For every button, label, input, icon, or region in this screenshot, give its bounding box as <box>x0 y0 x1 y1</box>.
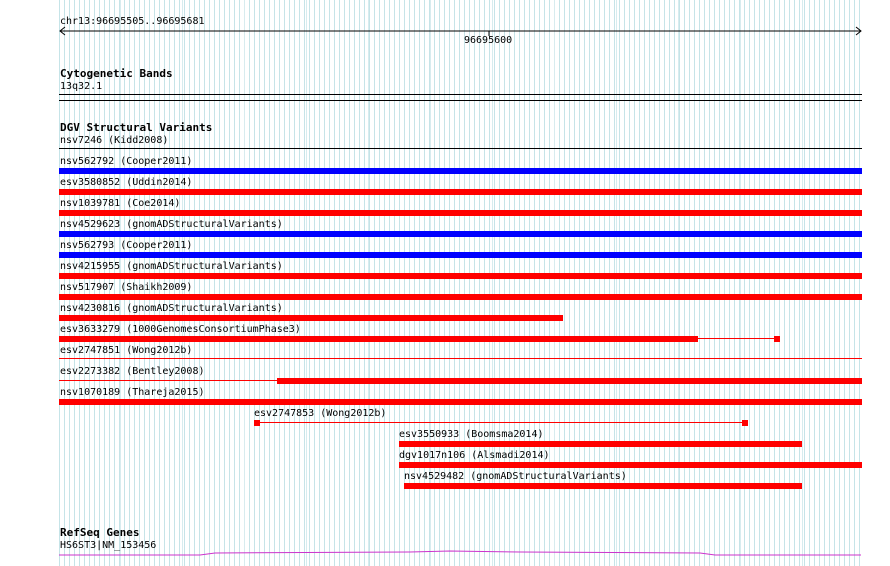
dgv-feature-gap-line[interactable] <box>698 338 775 339</box>
cytobands-track-title: Cytogenetic Bands <box>60 67 173 80</box>
refseq-gene-line[interactable] <box>0 548 890 560</box>
dgv-feature-bar[interactable] <box>399 462 862 468</box>
cytoband-line <box>59 94 862 95</box>
dgv-feature-label: esv3580852 (Uddin2014) <box>60 177 193 188</box>
track-separator <box>59 100 862 101</box>
dgv-feature-bar[interactable] <box>59 168 862 174</box>
refseq-gene-label: HS6ST3|NM_153456 <box>60 540 157 551</box>
dgv-feature-bar[interactable] <box>59 315 563 321</box>
dgv-feature-label: nsv4215955 (gnomADStructuralVariants) <box>60 261 283 272</box>
dgv-feature-label: nsv517907 (Shaikh2009) <box>60 282 193 293</box>
dgv-feature-block[interactable] <box>254 420 260 426</box>
dgv-feature-label: nsv562793 (Cooper2011) <box>60 240 193 251</box>
dgv-feature-label: esv3633279 (1000GenomesConsortiumPhase3) <box>60 324 301 335</box>
dgv-feature-label: nsv1070189 (Thareja2015) <box>60 387 205 398</box>
ruler-tick-label: 96695600 <box>464 35 513 46</box>
dgv-feature-bar[interactable] <box>59 273 862 279</box>
dgv-feature-bar[interactable] <box>399 441 802 447</box>
dgv-feature-bar[interactable] <box>59 294 862 300</box>
dgv-track-title: DGV Structural Variants <box>60 121 213 134</box>
dgv-feature-label: nsv7246 (Kidd2008) <box>60 135 169 146</box>
dgv-feature-label: nsv4529623 (gnomADStructuralVariants) <box>60 219 283 230</box>
dgv-feature-block[interactable] <box>742 420 748 426</box>
dgv-feature-label: nsv4230816 (gnomADStructuralVariants) <box>60 303 283 314</box>
dgv-feature-label: esv2747853 (Wong2012b) <box>254 408 387 419</box>
refseq-track-title: RefSeq Genes <box>60 526 140 539</box>
dgv-feature-bar[interactable] <box>59 231 862 237</box>
dgv-feature-label: nsv4529482 (gnomADStructuralVariants) <box>404 471 627 482</box>
dgv-feature-block[interactable] <box>774 336 780 342</box>
dgv-feature-label: esv2273382 (Bentley2008) <box>60 366 205 377</box>
dgv-feature-bar[interactable] <box>59 399 862 405</box>
dgv-feature-label: dgv1017n106 (Alsmadi2014) <box>399 450 550 461</box>
dgv-feature-bar[interactable] <box>59 210 862 216</box>
dgv-feature-bar[interactable] <box>59 252 862 258</box>
dgv-feature-line[interactable] <box>59 148 862 149</box>
dgv-feature-bar[interactable] <box>59 189 862 195</box>
dgv-feature-line[interactable] <box>59 358 862 359</box>
cytoband-label: 13q32.1 <box>60 81 103 92</box>
dgv-feature-label: nsv562792 (Cooper2011) <box>60 156 193 167</box>
ruler-axis <box>0 24 890 44</box>
dgv-feature-label: esv2747851 (Wong2012b) <box>60 345 193 356</box>
dgv-feature-line[interactable] <box>59 380 277 381</box>
dgv-feature-bar[interactable] <box>277 378 862 384</box>
dgv-feature-label: esv3550933 (Boomsma2014) <box>399 429 544 440</box>
dgv-feature-gap-line[interactable] <box>260 422 743 423</box>
ruler-range-label: chr13:96695505..96695681 <box>60 16 205 27</box>
dgv-feature-bar[interactable] <box>404 483 802 489</box>
dgv-feature-label: nsv1039781 (Coe2014) <box>60 198 181 209</box>
dgv-feature-bar[interactable] <box>59 336 698 342</box>
